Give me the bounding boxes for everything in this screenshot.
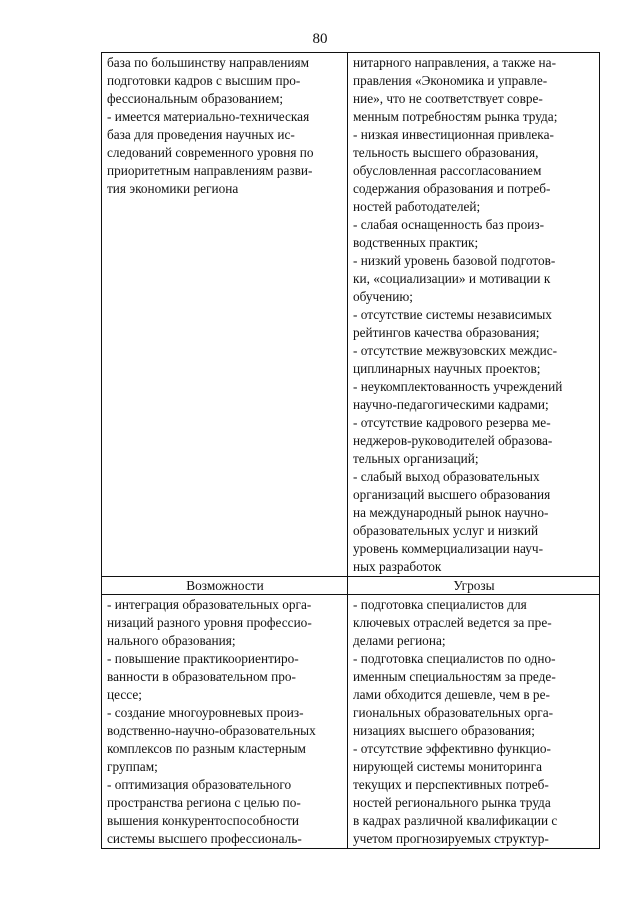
text-line: низаций разного уровня профессио- [107, 615, 312, 630]
text-line: цессе; [107, 687, 142, 702]
text-line: делами региона; [353, 633, 446, 648]
strengths-continued-cell [102, 53, 348, 577]
opportunities-threats-row [102, 595, 600, 849]
text-line: - отсутствие эффективно функцио- [353, 741, 551, 756]
threats-cell [348, 595, 600, 849]
text-line: образовательных услуг и низкий [353, 523, 539, 538]
text-line: нитарного направления, а также на- [353, 55, 557, 70]
text-line: - подготовка специалистов для [353, 597, 527, 612]
weaknesses-row [102, 53, 600, 577]
text-line: - отсутствие системы независимых [353, 307, 552, 322]
text-line: - повышение практикоориентиро- [107, 651, 299, 666]
text-line: системы высшего профессиональ- [107, 831, 302, 846]
text-line: - отсутствие межвузовских междис- [353, 343, 558, 358]
text-line: содержания образования и потреб- [353, 181, 551, 196]
text-line: пространства региона с целью по- [107, 795, 301, 810]
text-line: ки, «социализации» и мотивации к [353, 271, 551, 286]
opportunities-text [107, 596, 343, 848]
text-line: менным потребностям рынка труда; [353, 109, 558, 124]
text-line: водственных практик; [353, 235, 479, 250]
text-line: гиональных образовательных орга- [353, 705, 554, 720]
text-line: рейтингов качества образования; [353, 325, 540, 340]
text-line: именным специальностям за преде- [353, 669, 556, 684]
text-line: правления «Экономика и управле- [353, 73, 548, 88]
weaknesses-text [353, 54, 595, 576]
text-line: нирующей системы мониторинга [353, 759, 542, 774]
text-line: - отсутствие кадрового резерва ме- [353, 415, 551, 430]
text-line: - слабый выход образовательных [353, 469, 540, 484]
text-line: база по большинству направлениям [107, 55, 310, 70]
text-line: тельность высшего образования, [353, 145, 539, 160]
text-line: база для проведения научных ис- [107, 127, 295, 142]
text-line: приоритетным направлениям разви- [107, 163, 313, 178]
text-line: подготовки кадров с высшим про- [107, 73, 301, 88]
text-line: уровень коммерциализации науч- [353, 541, 544, 556]
text-line: - неукомплектованность учреждений [353, 379, 563, 394]
text-line: - низкий уровень базовой подготов- [353, 253, 556, 268]
text-line: фессиональным образованием; [107, 91, 284, 106]
text-line: ключевых отраслей ведется за пре- [353, 615, 552, 630]
text-line: учетом прогнозируемых структур- [353, 831, 549, 846]
text-line: - подготовка специалистов по одно- [353, 651, 556, 666]
text-line: водственно-научно-образовательных [107, 723, 316, 738]
text-line: ных разработок [353, 559, 442, 574]
strengths-text [107, 54, 343, 198]
text-line: в кадрах различной квалификации с [353, 813, 558, 828]
text-line: тельных организаций; [353, 451, 479, 466]
text-line: ванности в образовательном про- [107, 669, 296, 684]
text-line: - низкая инвестиционная привлека- [353, 127, 554, 142]
text-line: текущих и перспективных потреб- [353, 777, 549, 792]
text-line: обучению; [353, 289, 414, 304]
threats-header: Угрозы [348, 577, 600, 595]
text-line: - оптимизация образовательного [107, 777, 292, 792]
threats-text [353, 596, 595, 848]
opportunities-cell [102, 595, 348, 849]
text-line: низациях высшего образования; [353, 723, 535, 738]
text-line: вышения конкурентоспособности [107, 813, 300, 828]
text-line: неджеров-руководителей образова- [353, 433, 553, 448]
swot-table [101, 52, 600, 849]
text-line: ностей регионального рынка труда [353, 795, 551, 810]
text-line: ние», что не соответствует совре- [353, 91, 543, 106]
text-line: научно-педагогическими кадрами; [353, 397, 549, 412]
text-line: - создание многоуровневых произ- [107, 705, 304, 720]
text-line: нального образования; [107, 633, 236, 648]
opportunities-header: Возможности [102, 577, 348, 595]
text-line: группам; [107, 759, 158, 774]
text-line: - слабая оснащенность баз произ- [353, 217, 545, 232]
text-line: циплинарных научных проектов; [353, 361, 541, 376]
text-line: на международный рынок научно- [353, 505, 549, 520]
text-line: следований современного уровня по [107, 145, 314, 160]
text-line: обусловленная рассогласованием [353, 163, 542, 178]
text-line: тия экономики региона [107, 181, 239, 196]
text-line: организаций высшего образования [353, 487, 551, 502]
page-number: 80 [312, 31, 328, 47]
text-line: комплексов по разным кластерным [107, 741, 306, 756]
text-line: ностей работодателей; [353, 199, 481, 214]
weaknesses-continued-cell [348, 53, 600, 577]
text-line: - имеется материально-техническая [107, 109, 310, 124]
text-line: - интеграция образовательных орга- [107, 597, 312, 612]
header-row [102, 577, 600, 595]
text-line: лами обходится дешевле, чем в ре- [353, 687, 550, 702]
